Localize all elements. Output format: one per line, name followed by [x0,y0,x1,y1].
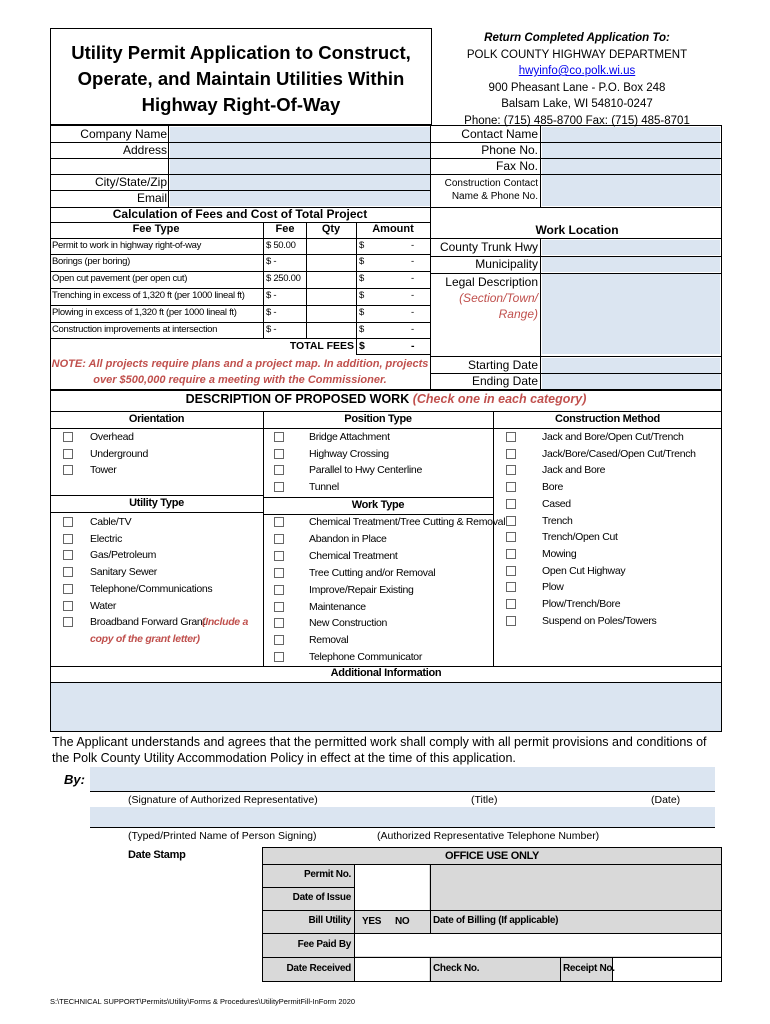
utility-checkbox[interactable] [63,584,73,594]
amount-header: Amount [372,223,414,235]
orientation-header: Orientation [128,413,185,425]
construction-checkbox[interactable] [506,499,516,509]
bill-utility-label: Bill Utility [308,915,351,926]
utility-checkbox[interactable] [63,517,73,527]
company-label: Company Name [80,127,167,141]
rep-phone-label: (Authorized Representative Telephone Number) [377,830,600,842]
work-option-label: Removal [309,634,349,647]
amount-sign: $ [359,307,364,318]
legal-description-field[interactable] [542,274,720,354]
city-field[interactable] [170,175,430,190]
start-date-field[interactable] [542,358,720,373]
additional-info-field[interactable] [51,683,721,731]
work-option-label: Chemical Treatment/Tree Cutting & Removal [309,516,506,528]
fax-label: Fax No. [495,159,538,173]
construction-contact-field[interactable] [542,175,720,206]
typed-name-field[interactable] [90,807,715,827]
municipality-label: Municipality [475,257,538,271]
work-option-label: Chemical Treatment [309,549,398,562]
work-option-label: New Construction [309,617,388,630]
fee-cell: $ - [266,324,277,335]
fee-header: Fee [275,223,295,235]
address-field-2[interactable] [170,159,430,174]
construction-checkbox[interactable] [506,482,516,492]
phone-label: Phone No. [481,143,538,157]
bill-yes[interactable]: YES [362,916,382,927]
municipality-field[interactable] [542,257,720,272]
signature-label: (Signature of Authorized Representative) [128,794,318,806]
page-title: Utility Permit Application to Construct, Operate, and Maintain Utilities Within Highway Right-Of-Way [71,42,411,115]
broadband-note: (Include a [202,616,249,628]
check-no-label: Check No. [433,963,480,974]
amount-sign: $ [359,273,364,284]
construction-checkbox[interactable] [506,582,516,592]
amount-cell: - [411,307,414,318]
broadband-note-2: copy of the grant letter) [90,633,200,645]
additional-info-heading: Additional Information [330,667,442,679]
fee-type-header: Fee Type [132,223,180,235]
agreement-text: The Applicant understands and agrees that the permitted work shall comply with all permit provisions and conditions of the Polk County Utility Accommodation Policy in effect at the time of this application. [52,735,707,765]
qty-header: Qty [321,223,341,235]
work-checkbox[interactable] [274,652,284,662]
fee-cell: $ - [266,290,277,301]
qty-field[interactable] [307,239,355,253]
work-checkbox[interactable] [274,534,284,544]
email-link[interactable]: hwyinfo@co.polk.wi.us [518,65,636,77]
return-to-block: Return Completed Application To: POLK COUNTY HIGHWAY DEPARTMENT hwyinfo@co.polk.wi.us 900 Pheasant Lane - P.O. Box 248 Balsam Lake, WI 54810-0247 Phone: (715) 485-8700 Fax: (715) 485-8701 [432,30,722,129]
description-heading: DESCRIPTION OF PROPOSED WORK (Check one in each category) [185,392,587,406]
date-billing-label: Date of Billing (If applicable) [433,915,559,926]
utility-type-header: Utility Type [129,497,184,509]
total-fees-value: - [411,340,415,352]
fee-type-cell: Construction improvements at intersection [52,324,218,335]
work-checkbox[interactable] [274,635,284,645]
utility-checkbox[interactable] [63,601,73,611]
contact-label: Contact Name [461,127,538,141]
construction-option-label: Cased [542,497,571,510]
work-option-label: Maintenance [309,600,366,613]
fee-type-cell: Trenching in excess of 1,320 ft (per 1000 lineal ft) [52,290,245,301]
position-checkbox[interactable] [274,482,284,492]
work-location-heading: Work Location [535,223,619,237]
orientation-option-label: Tower [90,464,117,477]
date-issue-label: Date of Issue [292,892,351,903]
utility-checkbox[interactable] [63,550,73,560]
end-date-field[interactable] [542,374,720,389]
fee-cell: $ - [266,256,277,267]
position-checkbox[interactable] [274,465,284,475]
fee-cell: $ - [266,307,277,318]
position-option-label: Highway Crossing [309,447,389,460]
position-option-label: Tunnel [309,481,339,494]
work-checkbox[interactable] [274,551,284,561]
total-fees-sign: $ [359,340,365,352]
work-checkbox[interactable] [274,517,284,527]
utility-checkbox[interactable] [63,534,73,544]
construction-checkbox[interactable] [506,432,516,442]
qty-field[interactable] [307,272,355,287]
work-checkbox[interactable] [274,602,284,612]
amount-cell: - [411,273,414,284]
construction-checkbox[interactable] [506,449,516,459]
fee-paid-by-label: Fee Paid By [297,939,351,950]
utility-option-label: Gas/Petroleum [90,549,157,562]
signature-field[interactable] [90,767,715,791]
email-field[interactable] [170,191,430,206]
company-field[interactable] [170,127,430,142]
utility-option-label: Sanitary Sewer [90,566,157,579]
amount-sign: $ [359,240,364,251]
construction-option-label: Plow [542,581,564,594]
qty-field[interactable] [307,255,355,270]
construction-checkbox[interactable] [506,465,516,475]
construction-checkbox[interactable] [506,549,516,559]
construction-option-label: Plow/Trench/Bore [542,598,621,610]
permit-no-label: Permit No. [303,869,351,880]
utility-option-label: Electric [90,532,123,545]
work-checkbox[interactable] [274,618,284,628]
position-option-label: Bridge Attachment [309,431,390,443]
work-checkbox[interactable] [274,585,284,595]
county-trunk-label: County Trunk Hwy [439,240,538,254]
construction-option-label: Trench [542,514,573,527]
work-checkbox[interactable] [274,568,284,578]
construction-contact-label: Construction Contact Name & Phone No. [444,178,538,202]
footer-path: S:\TECHNICAL SUPPORT\Permits\Utility\Forms & Procedures\UtilityPermitFill-InForm 2020 [50,997,356,1006]
construction-checkbox[interactable] [506,566,516,576]
receipt-no-label: Receipt No. [563,963,615,974]
construction-checkbox[interactable] [506,616,516,626]
date-stamp-label: Date Stamp [128,849,186,861]
work-option-label: Telephone Communicator [309,651,423,664]
phone-field[interactable] [542,143,720,158]
construction-option-label: Open Cut Highway [542,564,626,577]
work-type-header: Work Type [351,499,405,511]
total-fees-label: TOTAL FEES [289,340,354,352]
amount-sign: $ [359,324,364,335]
position-checkbox[interactable] [274,432,284,442]
county-trunk-field[interactable] [542,240,720,255]
fee-type-cell: Permit to work in highway right-of-way [52,240,202,251]
orientation-option-label: Overhead [90,431,134,443]
qty-field[interactable] [307,306,355,321]
orientation-checkbox[interactable] [63,465,73,475]
construction-option-label: Mowing [542,547,577,560]
bill-no[interactable]: NO [395,916,410,927]
city-label: City/State/Zip [94,175,167,189]
fee-type-cell: Open cut pavement (per open cut) [52,273,188,284]
office-use-heading: OFFICE USE ONLY [444,850,540,862]
orientation-checkbox[interactable] [63,432,73,442]
contact-field[interactable] [542,127,720,142]
construction-checkbox[interactable] [506,532,516,542]
construction-option-label: Trench/Open Cut [542,531,618,544]
fees-heading: Calculation of Fees and Cost of Total Project [112,207,368,221]
fees-note: NOTE: All projects require plans and a project map. In addition, projects over $500,000 require a meeting with the Commissioner. [51,358,429,386]
amount-cell: - [411,324,414,335]
utility-checkbox[interactable] [63,567,73,577]
qty-field[interactable] [307,323,355,337]
address-field[interactable] [170,143,430,158]
orientation-option-label: Underground [90,447,148,460]
utility-option-label: Water [90,599,117,612]
date-received-label: Date Received [286,963,351,974]
position-option-label: Parallel to Hwy Centerline [309,464,423,477]
fee-type-cell: Borings (per boring) [52,256,130,267]
position-checkbox[interactable] [274,449,284,459]
construction-option-label: Jack/Bore/Cased/Open Cut/Trench [542,447,696,460]
email-label: Email [136,191,167,205]
amount-cell: - [411,240,414,251]
amount-sign: $ [359,256,364,267]
construction-option-label: Bore [542,481,563,494]
work-option-label: Improve/Repair Existing [309,583,414,596]
utility-option-label: Telephone/Communications [90,582,213,595]
orientation-checkbox[interactable] [63,449,73,459]
typed-name-label: (Typed/Printed Name of Person Signing) [128,830,317,842]
by-label: By: [64,772,85,787]
utility-option-label: Broadband Forward Grant [90,616,206,629]
amount-cell: - [411,256,414,267]
fee-type-cell: Plowing in excess of 1,320 ft (per 1000 lineal ft) [52,307,237,318]
work-option-label: Abandon in Place [309,532,387,545]
amount-cell: - [411,290,414,301]
construction-option-label: Suspend on Poles/Towers [542,614,657,627]
fee-cell: $ 50.00 [266,240,296,251]
utility-option-label: Cable/TV [90,516,132,528]
amount-sign: $ [359,290,364,301]
construction-checkbox[interactable] [506,516,516,526]
utility-checkbox[interactable] [63,617,73,627]
date-label: (Date) [651,794,681,806]
end-date-label: Ending Date [471,374,538,388]
construction-option-label: Jack and Bore/Open Cut/Trench [542,431,684,443]
construction-header: Construction Method [555,413,660,425]
construction-checkbox[interactable] [506,599,516,609]
work-option-label: Tree Cutting and/or Removal [309,566,436,579]
qty-field[interactable] [307,289,355,304]
address-label: Address [122,143,167,157]
legal-label: Legal Description (Section/Town/ Range) [445,275,538,321]
construction-option-label: Jack and Bore [542,464,606,477]
title-label: (Title) [471,794,498,806]
start-date-label: Starting Date [467,358,538,372]
fax-field[interactable] [542,159,720,174]
position-header: Position Type [344,413,412,425]
fee-cell: $ 250.00 [266,273,301,284]
